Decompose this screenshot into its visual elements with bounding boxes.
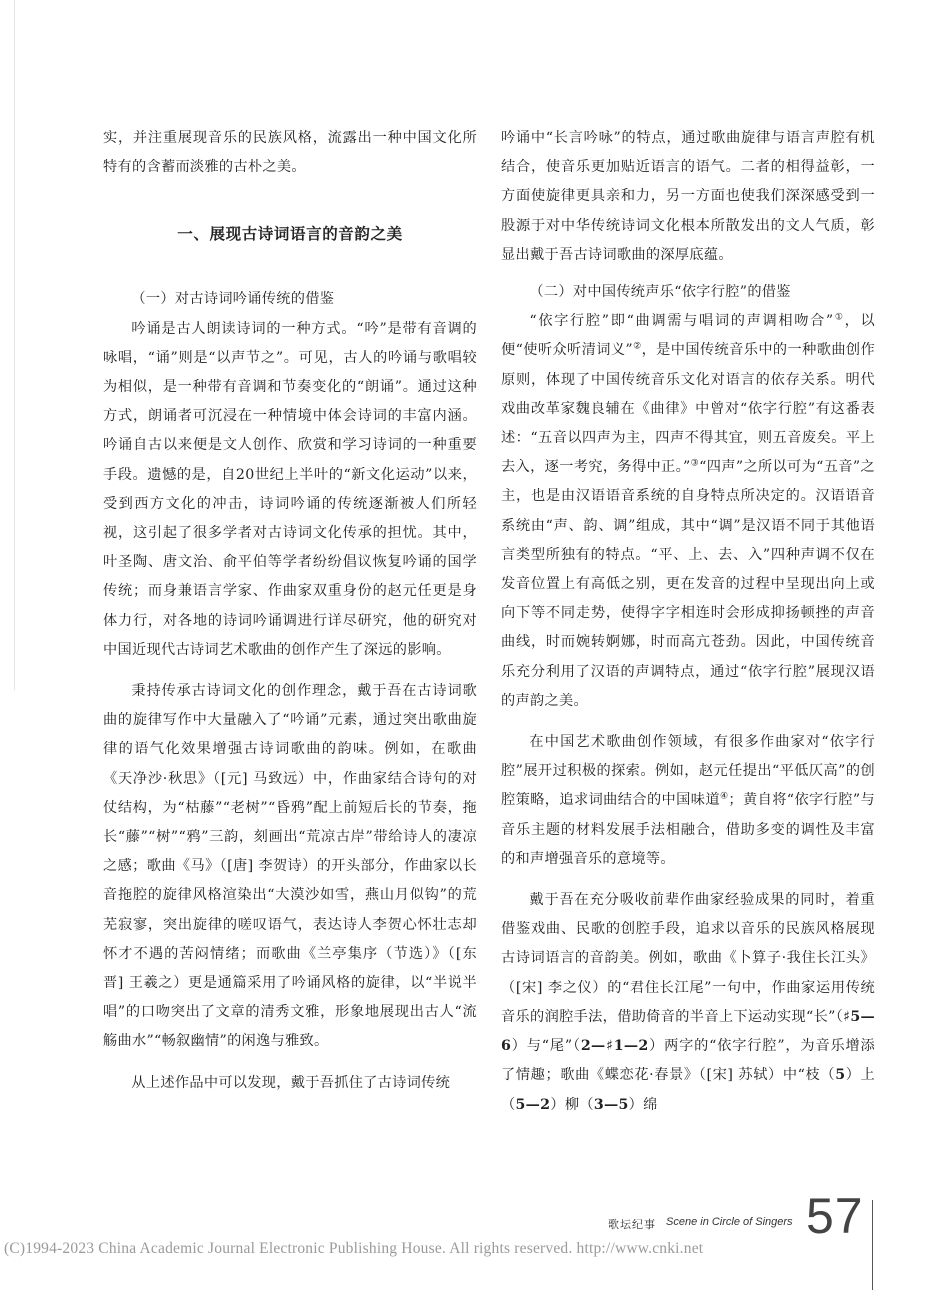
- notation: 2—♯1—2: [580, 1038, 649, 1055]
- paragraph-continuation: 实，并注重展现音乐的民族风格，流露出一种中国文化所特有的含蓄而淡雅的古朴之美。: [103, 130, 477, 176]
- left-column: [103, 124, 477, 1098]
- journal-name-en: Scene in Circle of Singers: [666, 1216, 793, 1228]
- text-run: “依字行腔”即“曲调需与唱词的声调相吻合”: [529, 313, 834, 330]
- text-run: ）两字的“依字行腔”，为音乐增添了情趣；歌曲《蝶恋花·春景》（[宋] 苏轼）中“枝（: [501, 1038, 875, 1084]
- text-run: ；黄自将“依字行腔”与音乐主题的材料发展手法相融合，借助多变的调性及丰富的和声增强音乐的意境等。: [501, 792, 875, 867]
- notation: 5: [835, 1067, 846, 1084]
- text-run: “四声”之所以可为“五音”之主，也是由汉语语音系统的自身特点所决定的。汉语语音系统由“声、韵、调”组成，其中“调”是汉语不同于其他语言类型所独有的特点。“平、上、去、入”四种声调不仅在发音位置上有高低之别，更在发音的过程中呈现出向上或向下等不同走势，使得字字相连时会形成抑扬顿挫的声音曲线，时而婉转婀娜，时而高亢苍劲。因此，中国传统音乐充分利用了汉语的声调特点，通过“依字行腔”展现汉语的声韵之美。: [501, 459, 876, 709]
- paragraph: [501, 728, 875, 874]
- footnote-marker: ②: [632, 341, 642, 352]
- footnote-marker: ①: [833, 312, 845, 323]
- notation: 3—5: [593, 1096, 629, 1113]
- notation: 5—2: [515, 1096, 551, 1113]
- footnote-marker: ④: [719, 791, 729, 802]
- paragraph: [501, 307, 875, 716]
- text-run: ，以便“使听众听清词义”: [501, 313, 875, 359]
- text-run: ）上（: [501, 1067, 875, 1113]
- footer-vertical-rule: [872, 1200, 873, 1290]
- left-margin-rule: [0, 0, 15, 690]
- journal-name-cn: 歌坛纪事: [608, 1218, 656, 1231]
- text-run: 戴于吾在充分吸收前辈作曲家经验成果的同时，着重借鉴戏曲、民歌的创腔手段，追求以音乐的民族风格展现古诗词语言的音韵美。例如，歌曲《卜算子·我住长江头》（[宋] 李之仪）的“君住长江尾”一句中，作曲家运用传统音乐的润腔手法，借助倚音的半音上下运动实现“长”（: [501, 892, 875, 1025]
- subsection-heading-1: （一）对古诗词吟诵传统的借鉴: [131, 291, 335, 308]
- paragraph: 从上述作品中可以发现，戴于吾抓住了古诗词传统: [131, 1074, 451, 1091]
- text-run: ）与“尾”（: [511, 1038, 581, 1055]
- page-number: 57: [806, 1188, 864, 1244]
- paragraph-continuation: 吟诵中“长言吟咏”的特点，通过歌曲旋律与语言声腔有机结合，使音乐更加贴近语言的语气。二者的相得益彰，一方面使旋律更具亲和力，另一方面也使我们深深感受到一股源于对中华传统诗词文化根本所散发出的文人气质，彰显出戴于吾古诗词歌曲的深厚底蕴。: [501, 130, 875, 263]
- subsection-heading-2: （二）对中国传统声乐“依字行腔”的借鉴: [529, 284, 791, 301]
- text-run: ，是中国传统音乐中的一种歌曲创作原则，体现了中国传统音乐文化对语言的依存关系。明代戏曲改革家魏良辅在《曲律》中曾对“依字行腔”有这番表述：“五音以四声为主，四声不得其宜，则五音废矣。平上去入，逐一考究，务得中正。”: [501, 342, 875, 476]
- section-heading: 一、展现古诗词语言的音韵之美: [177, 225, 403, 244]
- right-column: [501, 124, 875, 1120]
- paragraph: [501, 886, 875, 1120]
- paragraph: 吟诵是古人朗读诗词的一种方式。“吟”是带有音调的咏唱，“诵”则是“以声节之”。可见，古人的吟诵与歌唱较为相似，是一种带有音调和节奏变化的“朗诵”。通过这种方式，朗诵者可沉浸在一种情境中体会诗词的丰富内涵。吟诵自古以来便是文人创作、欣赏和学习诗词的一种重要手段。遗憾的是，自20世纪上半叶的“新文化运动”以来，受到西方文化的冲击，诗词吟诵的传统逐渐被人们所轻视，这引起了很多学者对古诗词文化传承的担忧。其中，叶圣陶、唐文治、俞平伯等学者纷纷倡议恢复吟诵的国学传统；而身兼语言学家、作曲家双重身份的赵元任更是身体力行，对各地的诗词吟诵调进行详尽研究，他的研究对中国近现代古诗词艺术歌曲的创作产生了深远的影响。: [103, 320, 477, 658]
- paragraph: 秉持传承古诗词文化的创作理念，戴于吾在古诗词歌曲的旋律写作中大量融入了“吟诵”元素，通过突出歌曲旋律的语气化效果增强古诗词歌曲的韵味。例如，在歌曲《天净沙·秋思》（[元] 马致远）中，作曲家结合诗句的对仗结构，为“枯藤”“老树”“昏鸦”配上前短后长的节奏，拖长“藤”“树”“鸦”三韵，刻画出“荒凉古岸”带给诗人的凄凉之感；歌曲《马》（[唐] 李贺诗）的开头部分，作曲家以长音拖腔的旋律风格渲染出“大漠沙如雪，燕山月似钩”的荒芜寂寥，突出旋律的嗟叹语气，表达诗人李贺心怀壮志却怀才不遇的苦闷情绪；而歌曲《兰亭集序（节选）》（[东晋] 王羲之）更是通篇采用了吟诵风格的旋律，以“半说半唱”的口吻突出了文章的清秀文雅，形象地展现出古人“流觞曲水”“畅叙幽情”的闲逸与雅致。: [103, 683, 477, 1050]
- copyright-watermark: (C)1994-2023 China Academic Journal Electronic Publishing House. All rights reserved. http://www.cnki.net: [4, 1240, 704, 1257]
- notation: ♯5—6: [501, 1008, 875, 1055]
- text-run: 在中国艺术歌曲创作领域，有很多作曲家对“依字行腔”展开过积极的探索。例如，赵元任提出“平低仄高”的创腔策略，追求词曲结合的中国味道: [501, 734, 875, 809]
- text-run: ）柳（: [550, 1096, 594, 1113]
- footnote-marker: ③: [690, 458, 700, 469]
- text-run: ）绵: [628, 1096, 658, 1113]
